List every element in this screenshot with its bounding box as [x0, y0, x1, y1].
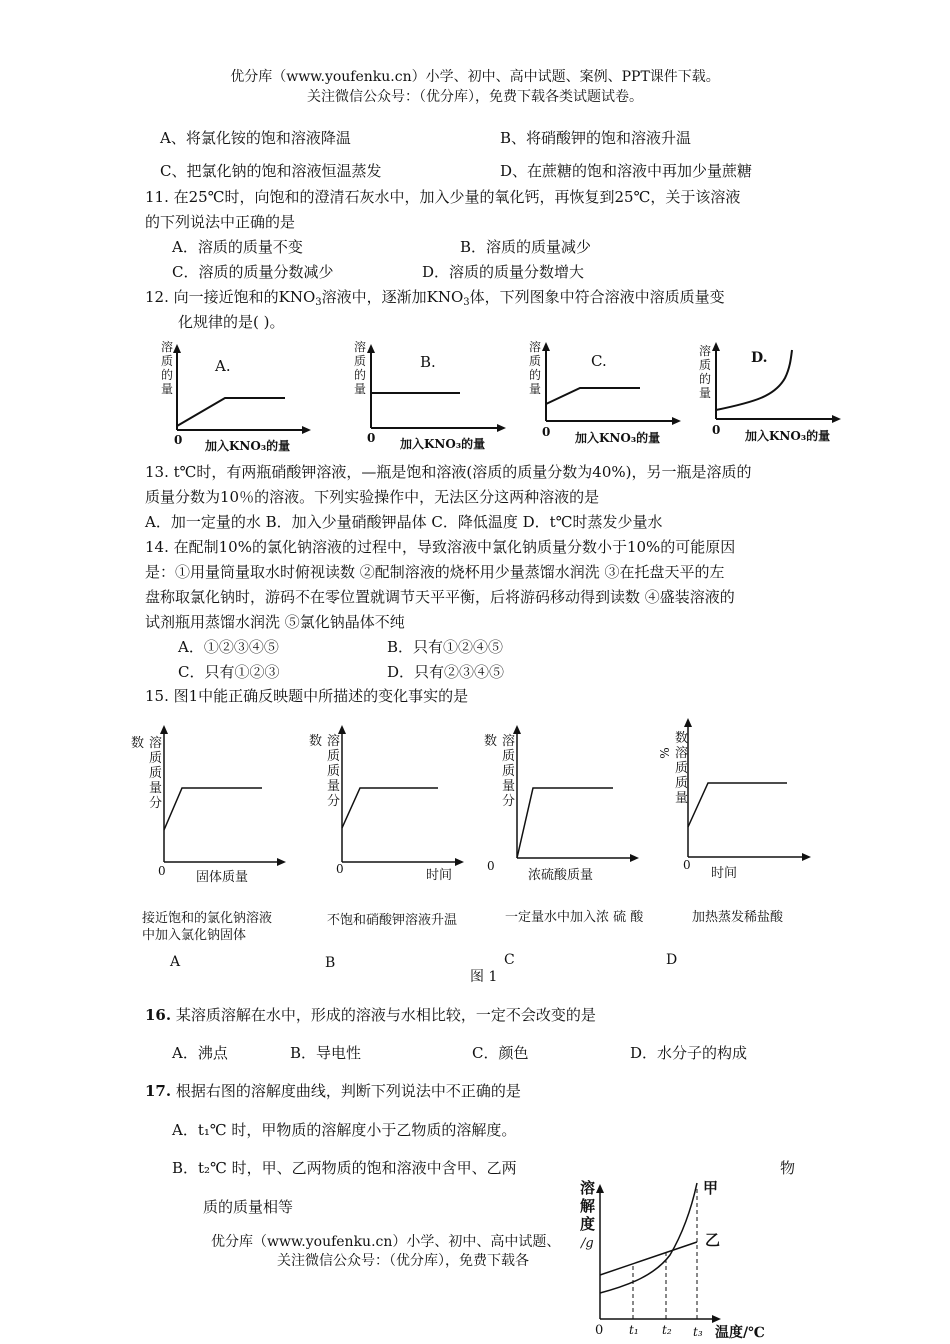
q13-options: A．加一定量的水 B．加入少量硝酸钾晶体 C．降低温度 D．t℃时蒸发少量水 — [145, 513, 663, 531]
q15-a-ylabel-3: 质 — [149, 766, 163, 781]
q17-curve-yi: 乙 — [705, 1231, 721, 1249]
q12-graph-b — [350, 338, 510, 453]
q15-a-xlabel: 固体质量 — [196, 870, 249, 885]
q12-b-ylabel-2: 质 — [354, 354, 367, 368]
q15-d-ylabel-4: 质 — [675, 776, 689, 791]
q12-b-ylabel-1: 溶 — [354, 340, 367, 354]
q12-d-origin: 0 — [712, 423, 721, 437]
q12-a-letter: A. — [215, 357, 231, 375]
q12-c-ylabel-4: 量 — [529, 382, 542, 396]
q15-d-xlabel: 时间 — [711, 866, 738, 881]
q14-option-a: A．①②③④⑤ — [178, 638, 279, 656]
q11-option-b: B．溶质的质量减少 — [460, 238, 592, 256]
q17-t1: t₁ — [629, 1323, 639, 1337]
q17-option-b-right: 物 — [780, 1159, 796, 1177]
q15-a-ylabel-2: 质 — [149, 751, 163, 766]
q15-b-origin: 0 — [336, 862, 344, 876]
q17-solubility-graph — [575, 1175, 765, 1344]
q16-stem: 16. 某溶质溶解在水中，形成的溶液与水相比较，一定不会改变的是 — [145, 1006, 596, 1024]
q12-b-origin: 0 — [367, 431, 376, 445]
q11-stem-2: 的下列说法中正确的是 — [145, 213, 296, 231]
q15-c-ylabel-5: 分 — [502, 794, 516, 809]
q15-b-ylabel-2: 质 — [327, 749, 341, 764]
q10-option-d: D、在蔗糖的饱和溶液中再加少量蔗糖 — [500, 162, 753, 180]
q15-c-caption: 一定量水中加入浓 硫 酸 — [505, 910, 644, 925]
q12-a-xlabel: 加入KNO₃的量 — [205, 439, 291, 453]
q15-stem: 15. 图1中能正确反映题中所描述的变化事实的是 — [145, 687, 469, 705]
q17-ylabel-4: /g — [581, 1236, 594, 1251]
q14-stem-2: 是：①用量筒量取水时俯视读数 ②配制溶液的烧杯用少量蒸馏水润洗 ③在托盘天平的左 — [145, 563, 725, 581]
q15-graph-a — [130, 720, 290, 890]
q17-curve-jia: 甲 — [703, 1179, 719, 1197]
q16-option-d: D．水分子的构成 — [630, 1044, 748, 1062]
q17-option-b-cont: 质的质量相等 — [203, 1198, 294, 1216]
footer-line-1: 优分库（www.youfenku.cn）小学、初中、高中试题、 — [211, 1231, 560, 1251]
q12-c-xlabel: 加入KNO₃的量 — [575, 431, 661, 445]
q17-ylabel-3: 度 — [580, 1215, 596, 1233]
q12-stem-1: 12. 向一接近饱和的$KNO_3$溶液中，逐渐加$KNO_3$体，下列图象中符合溶液中溶质质量变 — [145, 288, 725, 308]
q11-option-d: D．溶质的质量分数增大 — [422, 263, 585, 281]
q12-b-ylabel-3: 的 — [354, 368, 367, 382]
q13-stem-1: 13. t℃时，有两瓶硝酸钾溶液，—瓶是饱和溶液(溶质的质量分数为40%)，另一瓶是溶质的 — [145, 463, 752, 481]
q15-b-ylabel-3: 质 — [327, 764, 341, 779]
q15-a-ylabel-left: 数 — [131, 736, 145, 751]
q12-a-ylabel-1: 溶 — [161, 340, 174, 354]
footer-line-2: 关注微信公众号：（优分库），免费下载各 — [277, 1250, 529, 1270]
q12-a-ylabel-4: 量 — [161, 382, 174, 396]
q16-option-b: B．导电性 — [290, 1044, 362, 1062]
q15-d-caption: 加热蒸发稀盐酸 — [692, 910, 784, 925]
q11-option-c: C．溶质的质量分数减少 — [172, 263, 334, 281]
q15-c-ylabel-3: 质 — [502, 764, 516, 779]
q15-a-origin: 0 — [158, 864, 166, 878]
q12-graph-a — [155, 338, 315, 453]
q15-d-ylabel-2: 溶 — [675, 746, 689, 761]
q15-c-xlabel: 浓硫酸质量 — [528, 868, 594, 883]
q15-b-xlabel: 时间 — [426, 868, 453, 883]
q10-option-b: B、将硝酸钾的饱和溶液升温 — [500, 129, 692, 147]
q12-a-ylabel-2: 质 — [161, 354, 174, 368]
q12-c-ylabel-2: 质 — [529, 354, 542, 368]
q12-d-letter: D. — [751, 350, 768, 366]
q15-a-ylabel-1: 溶 — [149, 736, 163, 751]
q12-d-ylabel-4: 量 — [699, 386, 712, 400]
q15-b-ylabel-5: 分 — [327, 794, 341, 809]
q15-c-ylabel-1: 溶 — [502, 734, 516, 749]
q11-option-a: A．溶质的质量不变 — [172, 238, 303, 256]
q15-d-letter: D — [666, 952, 678, 968]
q15-a-caption-2: 中加入氯化钠固体 — [142, 928, 247, 943]
q15-b-caption: 不饱和硝酸钾溶液升温 — [327, 913, 458, 928]
q12-c-origin: 0 — [542, 425, 551, 439]
q15-b-ylabel-4: 量 — [327, 779, 341, 794]
q11-stem-1: 11. 在25℃时，向饱和的澄清石灰水中，加入少量的氧化钙，再恢复到25℃，关于该溶液 — [145, 188, 741, 206]
q15-d-origin: 0 — [683, 858, 691, 872]
q15-a-letter: A — [170, 954, 181, 970]
q15-a-caption-1: 接近饱和的氯化钠溶液 — [142, 911, 273, 926]
q12-graph-c — [525, 338, 685, 453]
q12-d-ylabel-2: 质 — [699, 358, 712, 372]
q15-graph-d — [655, 715, 815, 885]
q12-c-letter: C. — [591, 352, 607, 370]
q16-option-a: A．沸点 — [172, 1044, 228, 1062]
q15-graph-b — [308, 720, 468, 890]
q15-a-ylabel-5: 分 — [149, 796, 163, 811]
q12-d-ylabel-3: 的 — [699, 372, 712, 386]
q17-xlabel: 温度/℃ — [715, 1325, 765, 1341]
q12-b-ylabel-4: 量 — [354, 382, 367, 396]
q14-stem-4: 试剂瓶用蒸馏水润洗 ⑤氯化钠晶体不纯 — [145, 613, 405, 631]
q10-option-c: C、把氯化钠的饱和溶液恒温蒸发 — [160, 162, 382, 180]
q14-option-b: B．只有①②④⑤ — [387, 638, 504, 656]
q12-a-ylabel-3: 的 — [161, 368, 174, 382]
q14-option-d: D．只有②③④⑤ — [387, 663, 505, 681]
header-line-2: 关注微信公众号：（优分库），免费下载各类试题试卷。 — [307, 89, 643, 105]
q12-b-letter: B. — [420, 353, 436, 371]
q12-a-origin: 0 — [174, 433, 183, 447]
q15-d-ylabel-3: 质 — [675, 761, 689, 776]
q15-c-origin: 0 — [487, 859, 495, 873]
q14-option-c: C．只有①②③ — [178, 663, 280, 681]
q17-ylabel-2: 解 — [580, 1197, 596, 1215]
q16-option-c: C．颜色 — [472, 1044, 529, 1062]
q12-d-xlabel: 加入KNO₃的量 — [745, 429, 831, 443]
q15-d-ylabel-1: 数 — [675, 731, 689, 746]
q15-b-letter: B — [325, 955, 336, 971]
q17-ylabel-1: 溶 — [580, 1179, 596, 1197]
q12-c-ylabel-1: 溶 — [529, 340, 542, 354]
q17-t3: t₃ — [693, 1325, 703, 1339]
q17-t2: t₂ — [662, 1323, 672, 1337]
q12-graph-d — [695, 338, 855, 453]
q14-stem-3: 盘称取氯化钠时，游码不在零位置就调节天平平衡，后将游码移动得到读数 ④盛装溶液的 — [145, 588, 735, 606]
q12-d-ylabel-1: 溶 — [699, 344, 712, 358]
q15-a-ylabel-4: 量 — [149, 781, 163, 796]
q17-option-a: A．t₁℃ 时，甲物质的溶解度小于乙物质的溶解度。 — [172, 1121, 517, 1139]
header-line-1: 优分库（www.youfenku.cn）小学、初中、高中试题、案例、PPT课件下载。 — [230, 69, 720, 85]
q15-c-ylabel-left: 数 — [484, 734, 498, 749]
q12-b-xlabel: 加入KNO₃的量 — [400, 437, 486, 451]
q10-option-a: A、将氯化铵的饱和溶液降温 — [160, 129, 351, 147]
q15-b-ylabel-left: 数 — [309, 734, 323, 749]
q15-c-letter: C — [504, 952, 515, 968]
q12-c-ylabel-3: 的 — [529, 368, 542, 382]
q13-stem-2: 质量分数为10％的溶液。下列实验操作中，无法区分这两种溶液的是 — [145, 488, 600, 506]
q17-origin: 0 — [595, 1323, 604, 1338]
q12-stem-2: 化规律的是( )。 — [178, 313, 285, 331]
q15-d-ylabel-5: 量 — [675, 791, 689, 806]
q15-figure-label: 图 1 — [470, 969, 498, 985]
q15-b-ylabel-1: 溶 — [327, 734, 341, 749]
q17-stem: 17. 根据右图的溶解度曲线，判断下列说法中不正确的是 — [145, 1082, 521, 1100]
q15-graph-c — [483, 720, 643, 890]
q15-d-ylabel-left: % — [658, 747, 672, 759]
q17-option-b: B．t₂℃ 时，甲、乙两物质的饱和溶液中含甲、乙两 — [172, 1159, 517, 1177]
q15-c-ylabel-4: 量 — [502, 779, 516, 794]
q14-stem-1: 14. 在配制10%的氯化钠溶液的过程中，导致溶液中氯化钠质量分数小于10%的可能原因 — [145, 538, 736, 556]
q15-c-ylabel-2: 质 — [502, 749, 516, 764]
